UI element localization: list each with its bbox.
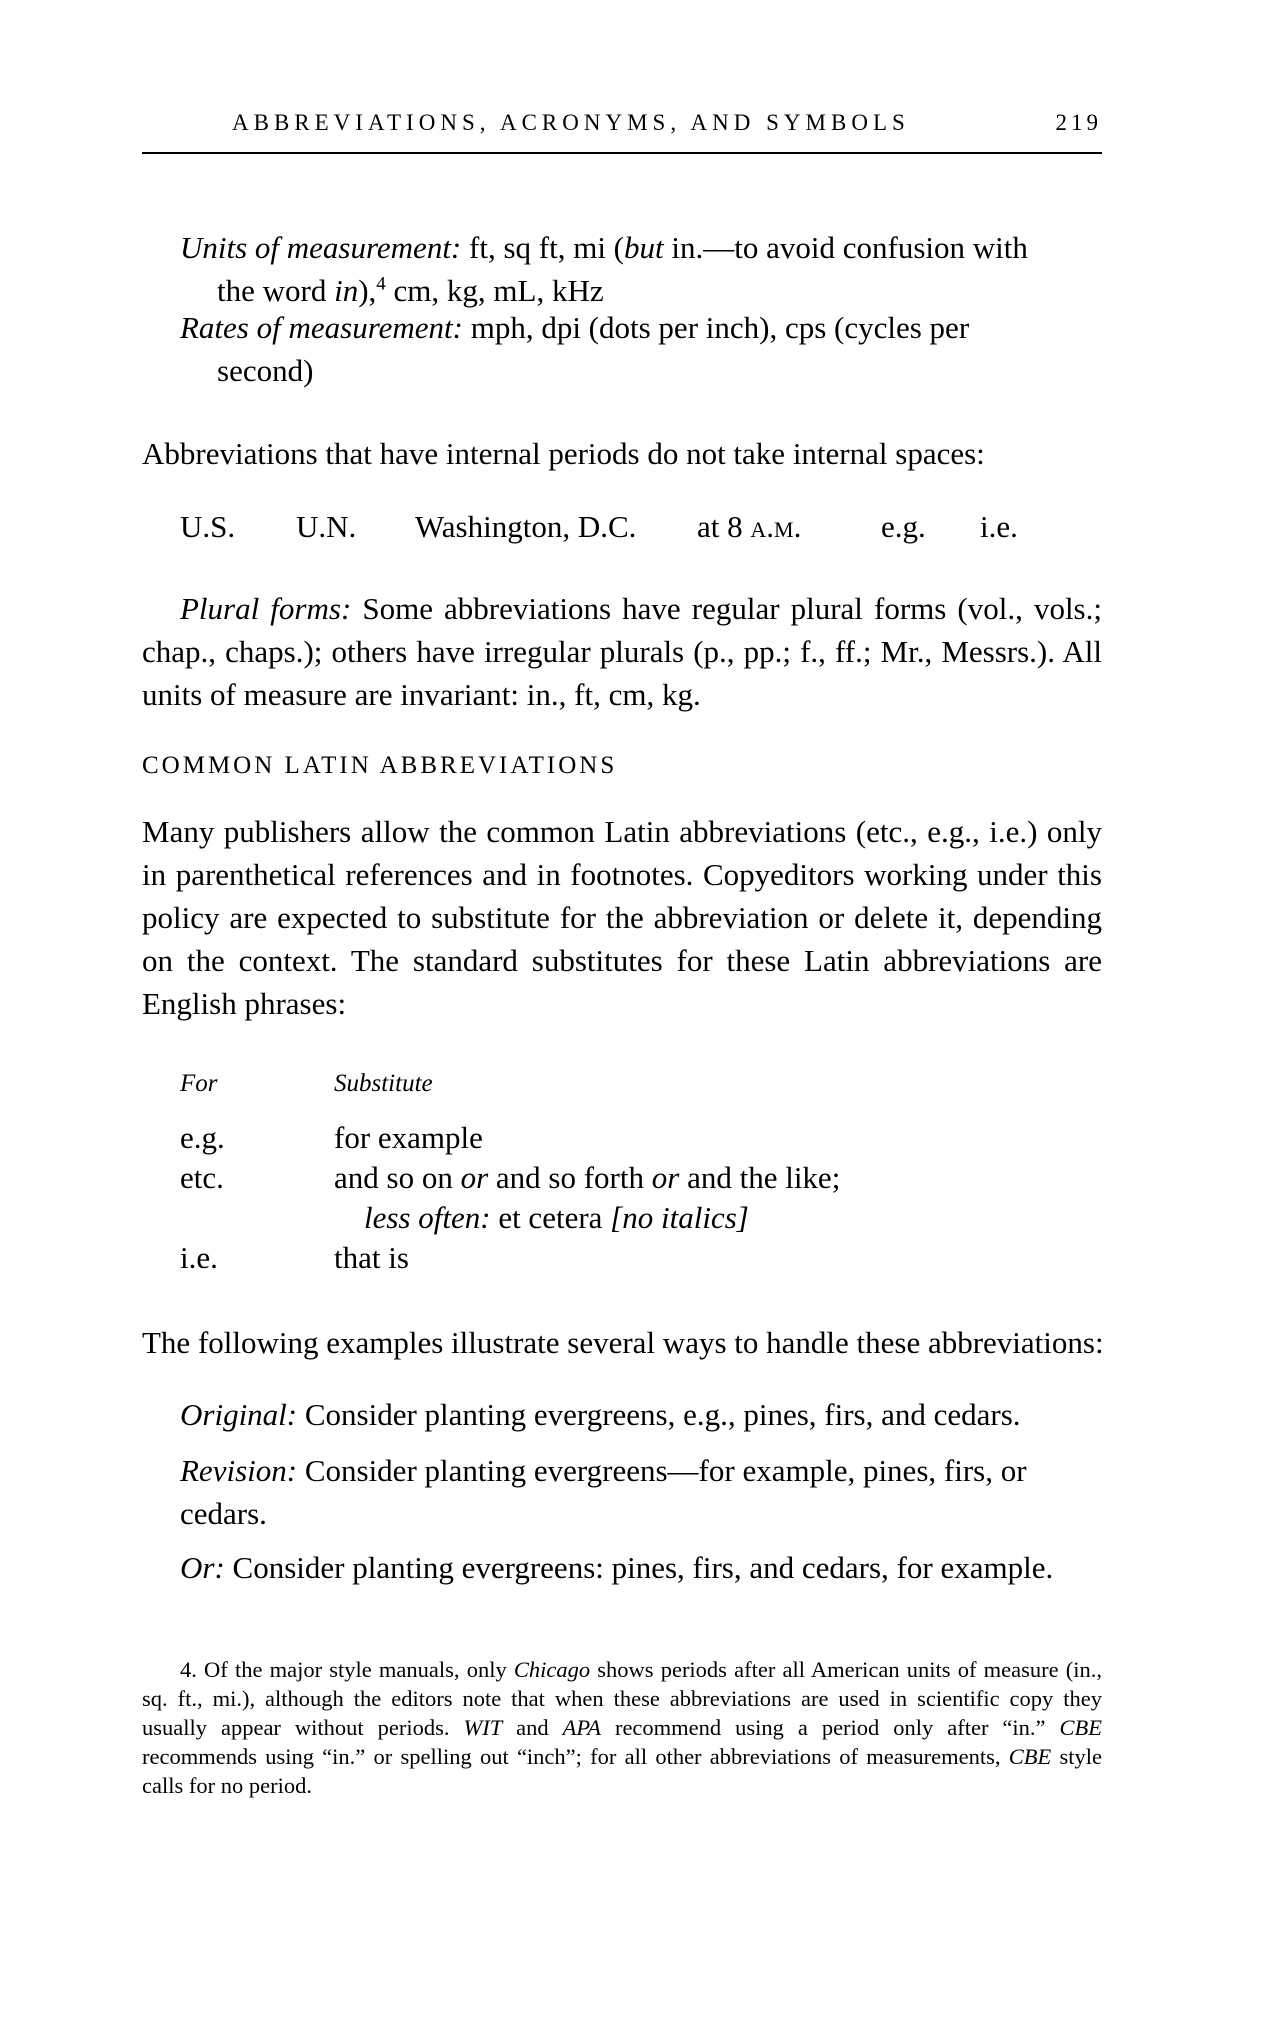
- table-row: [180, 1116, 1040, 1156]
- footnote-text: recommends using “in.” or spelling out “inch”; for all other abbreviations of measurements,: [142, 1744, 1009, 1769]
- units-text-1: ft, sq ft, mi (: [461, 230, 625, 265]
- abbr-cell: etc.: [180, 1160, 224, 1195]
- table-row-continuation: [180, 1196, 1040, 1236]
- original-label: Original:: [180, 1397, 298, 1432]
- substitute-part: and so on: [334, 1160, 461, 1195]
- example-washington-dc: Washington, D.C.: [415, 509, 637, 544]
- units-text-3: ),: [358, 273, 377, 308]
- table-header-row: [180, 1062, 1040, 1102]
- units-but: but: [624, 230, 664, 265]
- page-number: 219: [1055, 110, 1102, 135]
- footnote-reference: 4: [376, 273, 386, 295]
- footnote-cbe: CBE: [1059, 1715, 1102, 1740]
- substitute-cell: [364, 1196, 749, 1239]
- et-cetera-text: et cetera: [490, 1200, 611, 1235]
- units-in-word: in: [334, 273, 359, 308]
- example-un: U.N.: [296, 509, 357, 544]
- example-us: U.S.: [180, 509, 236, 544]
- or-label: Or:: [180, 1550, 225, 1585]
- revision-text: Consider planting evergreens—for example, pines, firs, or cedars.: [180, 1453, 1027, 1531]
- header-rule: [142, 152, 1102, 154]
- internal-periods-examples: [180, 505, 1100, 550]
- example-time-am: a.m.: [750, 509, 802, 544]
- footnote-chicago: Chicago: [513, 1657, 591, 1682]
- footnote-wit: WIT: [463, 1715, 503, 1740]
- example-ie: i.e.: [980, 509, 1018, 544]
- footnote-number: 4.: [180, 1657, 197, 1682]
- example-eg: e.g.: [881, 509, 926, 544]
- internal-periods-paragraph: Abbreviations that have internal periods do not take internal spaces:: [142, 436, 985, 471]
- substitute-part: and so forth: [488, 1160, 652, 1195]
- footnote-text: Of the major style manuals, only: [196, 1657, 514, 1682]
- example-original: [180, 1393, 1060, 1436]
- examples-intro: The following examples illustrate several ways to handle these abbreviations:: [142, 1325, 1104, 1360]
- substitute-cell: that is: [334, 1240, 409, 1275]
- units-label: Units of measurement:: [180, 230, 462, 265]
- rates-of-measurement-item: [180, 306, 1057, 392]
- less-often-label: less often:: [364, 1200, 491, 1235]
- example-revision: [180, 1449, 1030, 1535]
- substitute-cell: [334, 1156, 840, 1199]
- table-row: [180, 1236, 1040, 1276]
- footnote-text: recommend using a period only after “in.”: [600, 1715, 1060, 1740]
- substitute-or: or: [651, 1160, 680, 1195]
- plural-text: Some abbreviations have regular plural forms (vol., vols.; chap., chaps.); others have irregular plurals (p., pp.; f., ff.; Mr., Messrs.). All units of measure are invariant: in., ft, cm, kg.: [142, 591, 1102, 712]
- substitute-or: or: [460, 1160, 489, 1195]
- footnote-text: style calls for no period.: [142, 1744, 1102, 1798]
- footnote-text: shows periods after all American units of measure (in., sq. ft., mi.), although the editors note that when these abbreviations are used in scientific copy they usually appear without periods.: [142, 1657, 1102, 1740]
- table-row: [180, 1156, 1040, 1196]
- substitutes-table-header: [180, 1062, 1040, 1102]
- rates-label: Rates of measurement:: [180, 310, 463, 345]
- plural-label: Plural forms:: [180, 591, 352, 626]
- example-time-prefix: at 8: [697, 509, 743, 544]
- col-for: For: [180, 1070, 218, 1097]
- revision-label: Revision:: [180, 1453, 298, 1488]
- col-substitute: Substitute: [334, 1070, 433, 1097]
- no-italics-note: [no italics]: [610, 1200, 749, 1235]
- running-title: ABBREVIATIONS, ACRONYMS, AND SYMBOLS: [232, 110, 910, 135]
- section-heading: COMMON LATIN ABBREVIATIONS: [142, 752, 618, 779]
- substitutes-table: [180, 1116, 1040, 1276]
- latin-abbreviations-paragraph: Many publishers allow the common Latin abbreviations (etc., e.g., i.e.) only in parenthetical references and in footnotes. Copyeditors working under this policy are expected to substitute for the abbreviation or delete it, depending on the context. The standard substitutes for these Latin abbreviations are English phrases:: [142, 814, 1102, 1021]
- substitute-part: and the like;: [679, 1160, 841, 1195]
- or-text: Consider planting evergreens: pines, firs, and cedars, for example.: [224, 1550, 1054, 1585]
- footnote: [142, 1655, 1102, 1800]
- footnote-text: and: [502, 1715, 563, 1740]
- units-of-measurement-item: [180, 226, 1057, 312]
- substitute-cell: for example: [334, 1120, 483, 1155]
- footnote-apa: APA: [562, 1715, 601, 1740]
- example-or: [180, 1546, 1060, 1589]
- original-text: Consider planting evergreens, e.g., pines, firs, and cedars.: [297, 1397, 1021, 1432]
- plural-forms-paragraph: [142, 587, 1102, 716]
- units-text-4: cm, kg, mL, kHz: [385, 273, 604, 308]
- units-text-2: in.—to avoid confusion with the word: [217, 230, 1028, 308]
- rates-text: mph, dpi (dots per inch), cps (cycles per second): [217, 310, 970, 388]
- abbr-cell: i.e.: [180, 1240, 218, 1275]
- abbr-cell: e.g.: [180, 1120, 225, 1155]
- example-time: [697, 505, 801, 548]
- footnote-cbe: CBE: [1008, 1744, 1052, 1769]
